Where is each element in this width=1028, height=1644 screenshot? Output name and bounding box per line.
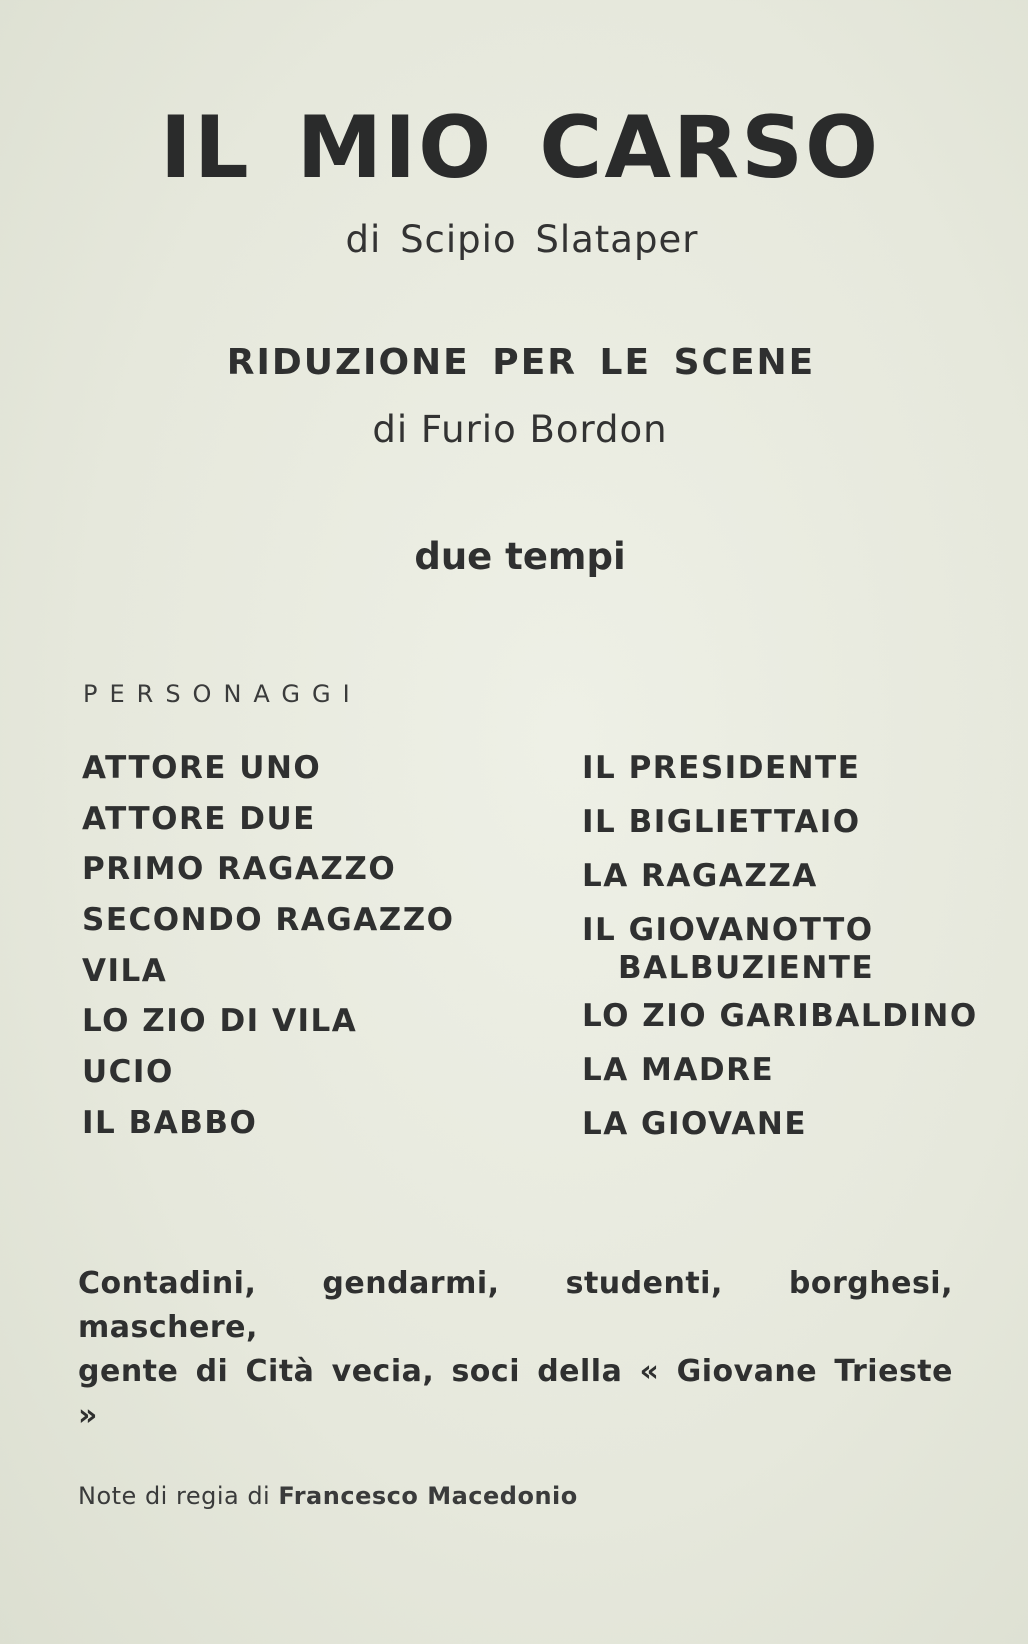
cast-member: UCIO xyxy=(82,1054,174,1091)
cast-member: PRIMO RAGAZZO xyxy=(82,851,397,888)
extras-paragraph xyxy=(78,1262,953,1438)
cast-member-two-line xyxy=(582,910,978,996)
acts-line: due tempi xyxy=(414,535,626,578)
author-line: di Scipio Slataper xyxy=(345,218,699,261)
cast-member: IL BABBO xyxy=(82,1104,258,1141)
cast-heading: PERSONAGGI xyxy=(83,680,362,708)
extras-line: gente di Cità vecia, soci della « Giovane Trieste » xyxy=(78,1354,953,1433)
cast-member: LO ZIO DI VILA xyxy=(82,1003,358,1040)
extras-line: Contadini, gendarmi, studenti, borghesi, maschere, xyxy=(78,1266,953,1345)
cast-member-line-1: IL GIOVANOTTO xyxy=(582,912,874,948)
cast-member: ATTORE DUE xyxy=(82,800,316,837)
adapter-line: di Furio Bordon xyxy=(372,408,668,451)
play-title: IL MIO CARSO xyxy=(159,98,881,198)
cast-member: LA RAGAZZA xyxy=(582,858,818,894)
cast-member-line-2: BALBUZIENTE xyxy=(618,950,875,986)
cast-member: LA MADRE xyxy=(582,1052,775,1088)
cast-member: SECONDO RAGAZZO xyxy=(82,902,455,939)
cast-member: LA GIOVANE xyxy=(582,1106,808,1142)
cast-member: LO ZIO GARIBALDINO xyxy=(582,998,978,1034)
direction-notes-credit xyxy=(78,1482,578,1510)
cast-member: IL BIGLIETTAIO xyxy=(582,804,861,840)
cast-member: VILA xyxy=(82,952,168,989)
cast-list-right xyxy=(582,748,978,1158)
adaptation-heading: RIDUZIONE PER LE SCENE xyxy=(226,342,816,383)
cast-member: IL PRESIDENTE xyxy=(582,750,861,786)
cast-list-left xyxy=(82,748,455,1154)
cast-member: ATTORE UNO xyxy=(82,750,322,786)
notes-prefix: Note di regia di xyxy=(78,1482,271,1510)
notes-director-name: Francesco Macedonio xyxy=(278,1482,578,1510)
